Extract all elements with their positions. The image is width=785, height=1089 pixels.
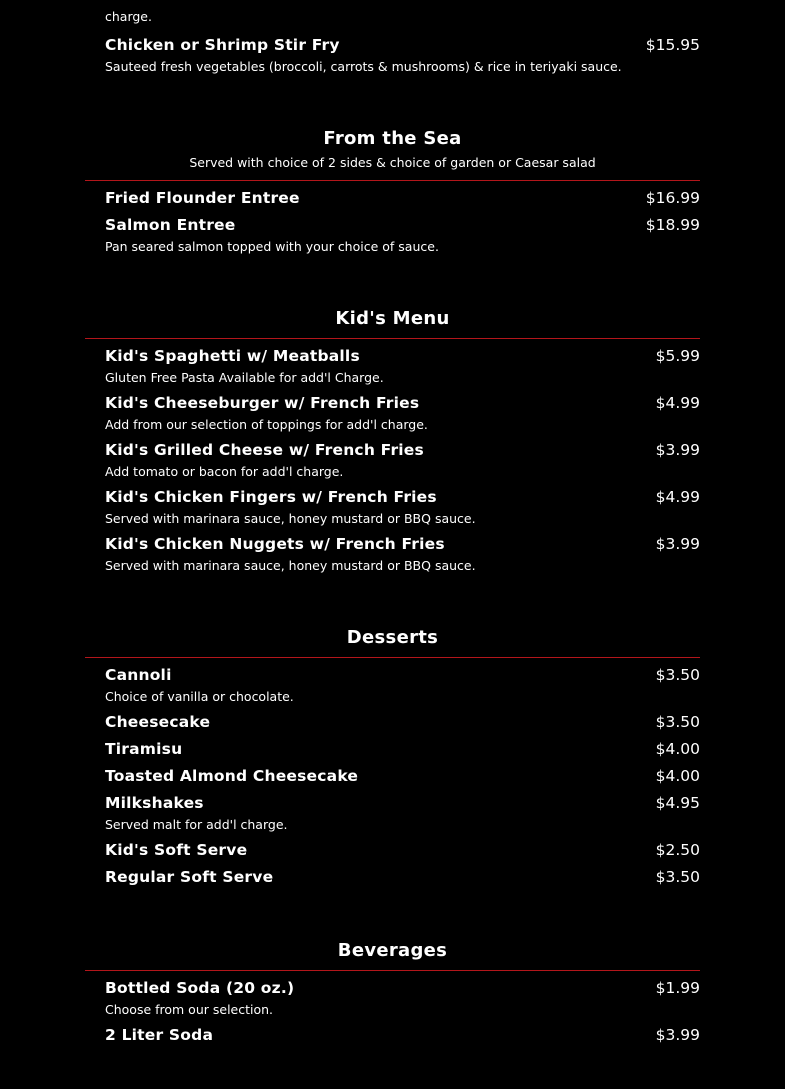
- menu-item: [105, 794, 700, 832]
- menu-item: [105, 535, 700, 573]
- item-description: Add from our selection of toppings for add'l charge.: [105, 417, 428, 432]
- item-price: $5.99: [655, 347, 700, 365]
- section-title: From the Sea: [323, 128, 462, 149]
- item-price: $4.95: [655, 794, 700, 812]
- item-price: $4.00: [655, 767, 700, 785]
- item-name: Chicken or Shrimp Stir Fry: [105, 36, 340, 54]
- item-price: $3.99: [655, 1026, 700, 1044]
- item-description: Add tomato or bacon for add'l charge.: [105, 464, 344, 479]
- item-description: Pan seared salmon topped with your choice of sauce.: [105, 239, 439, 254]
- item-name: Tiramisu: [105, 740, 183, 758]
- item-price: $3.50: [655, 666, 700, 684]
- menu-item: [105, 36, 700, 74]
- section-kids-menu: [0, 308, 785, 573]
- menu-item: [105, 979, 700, 1017]
- menu-item: [105, 841, 700, 859]
- menu-item: [105, 740, 700, 758]
- item-description: Sauteed fresh vegetables (broccoli, carrots & mushrooms) & rice in teriyaki sauce.: [105, 59, 622, 74]
- section-title: Beverages: [337, 940, 448, 961]
- section-divider: [85, 970, 700, 971]
- item-price: $4.99: [655, 394, 700, 412]
- item-price: $3.99: [655, 441, 700, 459]
- item-price: $4.99: [655, 488, 700, 506]
- item-name: Toasted Almond Cheesecake: [105, 767, 359, 785]
- section-beverages: [0, 940, 785, 1044]
- section-divider: [85, 657, 700, 658]
- section-divider: [85, 180, 700, 181]
- item-name: 2 Liter Soda: [105, 1026, 214, 1044]
- item-price: $4.00: [655, 740, 700, 758]
- item-description: charge.: [105, 9, 152, 24]
- item-name: Regular Soft Serve: [105, 868, 274, 886]
- item-description: Served with marinara sauce, honey mustard or BBQ sauce.: [105, 558, 476, 573]
- item-description: Gluten Free Pasta Available for add'l Charge.: [105, 370, 384, 385]
- item-price: $2.50: [655, 841, 700, 859]
- menu-item: [105, 394, 700, 432]
- item-price: $18.99: [645, 216, 700, 234]
- menu-item: [105, 488, 700, 526]
- item-description: Served with marinara sauce, honey mustard or BBQ sauce.: [105, 511, 476, 526]
- item-name: Kid's Grilled Cheese w/ French Fries: [105, 441, 424, 459]
- menu-item: [105, 1026, 700, 1044]
- item-name: Kid's Soft Serve: [105, 841, 248, 859]
- item-name: Kid's Spaghetti w/ Meatballs: [105, 347, 360, 365]
- item-price: $15.95: [645, 36, 700, 54]
- item-name: Kid's Chicken Nuggets w/ French Fries: [105, 535, 445, 553]
- item-name: Cheesecake: [105, 713, 211, 731]
- item-description: Served malt for add'l charge.: [105, 817, 288, 832]
- item-name: Bottled Soda (20 oz.): [105, 979, 295, 997]
- item-name: Kid's Cheeseburger w/ French Fries: [105, 394, 420, 412]
- section-from-the-sea: [0, 128, 785, 254]
- item-price: $16.99: [645, 189, 700, 207]
- item-description: Choice of vanilla or chocolate.: [105, 689, 294, 704]
- item-name: Milkshakes: [105, 794, 204, 812]
- section-title: Desserts: [346, 627, 439, 648]
- menu-item: [105, 767, 700, 785]
- item-price: $3.50: [655, 868, 700, 886]
- menu-item: [105, 713, 700, 731]
- menu-item: [105, 868, 700, 886]
- menu-item-fragment: [105, 0, 700, 24]
- item-name: Salmon Entree: [105, 216, 236, 234]
- menu-item: [105, 216, 700, 254]
- bottom-bar: [0, 1068, 785, 1089]
- item-name: Cannoli: [105, 666, 172, 684]
- section-desserts: [0, 627, 785, 886]
- item-name: Fried Flounder Entree: [105, 189, 300, 207]
- item-price: $1.99: [655, 979, 700, 997]
- menu-item: [105, 666, 700, 704]
- item-price: $3.99: [655, 535, 700, 553]
- section-title: Kid's Menu: [335, 308, 450, 329]
- menu-item: [105, 347, 700, 385]
- section-divider: [85, 338, 700, 339]
- menu-item: [105, 441, 700, 479]
- section-subtitle: Served with choice of 2 sides & choice of garden or Caesar salad: [189, 155, 596, 170]
- item-price: $3.50: [655, 713, 700, 731]
- item-description: Choose from our selection.: [105, 1002, 274, 1017]
- item-name: Kid's Chicken Fingers w/ French Fries: [105, 488, 437, 506]
- menu-item: [105, 189, 700, 207]
